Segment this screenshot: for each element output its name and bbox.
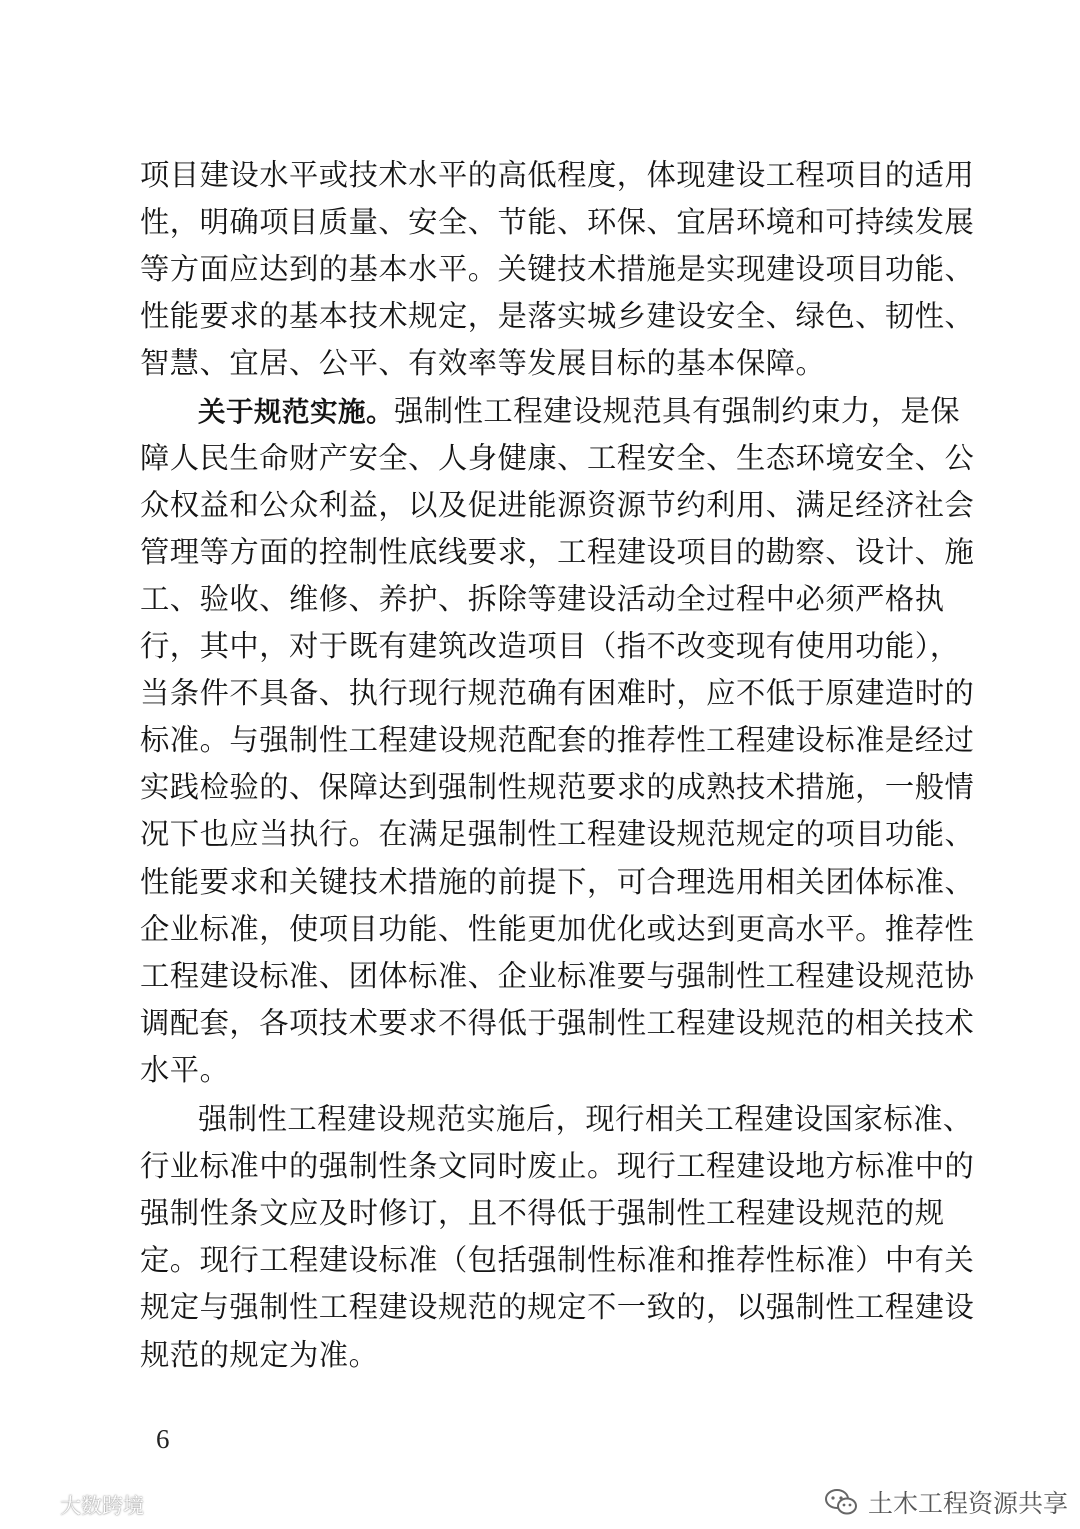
text-line: 众权益和公众利益，以及促进能源资源节约利用、满足经济社会	[140, 488, 975, 522]
text-line: 等方面应达到的基本水平。关键技术措施是实现建设项目功能、	[140, 252, 975, 286]
text-line: 水平。	[140, 1053, 230, 1087]
text-line: 当条件不具备、执行现行规范确有困难时，应不低于原建造时的	[140, 676, 975, 710]
text-line: 管理等方面的控制性底线要求，工程建设项目的勘察、设计、施	[140, 535, 975, 569]
text-line: 性，明确项目质量、安全、节能、环保、宜居环境和可持续发展	[140, 205, 975, 239]
text-line: 工、验收、维修、养护、拆除等建设活动全过程中必须严格执	[140, 582, 945, 616]
text-span: 强制性工程建设规范具有强制约束力，是保	[394, 394, 961, 428]
text-line: 工程建设标准、团体标准、企业标准要与强制性工程建设规范协	[140, 959, 975, 993]
text-line: 规范的规定为准。	[140, 1338, 379, 1372]
text-line: 项目建设水平或技术水平的高低程度，体现建设工程项目的适用	[140, 158, 975, 192]
section-heading: 关于规范实施。	[198, 396, 394, 428]
watermark-right	[824, 1484, 1068, 1520]
logo-icon	[6, 1493, 56, 1517]
watermark-left-text: 大数跨境	[60, 1494, 144, 1518]
section-paragraph-first-line	[198, 388, 961, 434]
watermark-right-text: 土木工程资源共享	[867, 1489, 1068, 1518]
text-line: 行，其中，对于既有建筑改造项目（指不改变现有使用功能），	[140, 629, 960, 663]
text-line: 智慧、宜居、公平、有效率等发展目标的基本保障。	[140, 346, 826, 380]
text-line: 行业标准中的强制性条文同时废止。现行工程建设地方标准中的	[140, 1149, 975, 1183]
watermark-left	[6, 1490, 144, 1520]
text-line: 强制性工程建设规范实施后，现行相关工程建设国家标准、	[198, 1102, 973, 1136]
text-line: 强制性条文应及时修订，且不得低于强制性工程建设规范的规	[140, 1196, 945, 1230]
text-line: 障人民生命财产安全、人身健康、工程安全、生态环境安全、公	[140, 441, 975, 475]
text-line: 实践检验的、保障达到强制性规范要求的成熟技术措施，一般情	[140, 770, 975, 804]
text-line: 规定与强制性工程建设规范的规定不一致的，以强制性工程建设	[140, 1290, 975, 1324]
wechat-icon	[824, 1487, 858, 1517]
page-number: 6	[156, 1424, 170, 1454]
text-line: 调配套，各项技术要求不得低于强制性工程建设规范的相关技术	[140, 1006, 975, 1040]
text-line: 定。现行工程建设标准（包括强制性标准和推荐性标准）中有关	[140, 1243, 975, 1277]
text-line: 性能要求和关键技术措施的前提下，可合理选用相关团体标准、	[140, 865, 975, 899]
text-line: 况下也应当执行。在满足强制性工程建设规范规定的项目功能、	[140, 817, 975, 851]
text-line: 标准。与强制性工程建设规范配套的推荐性工程建设标准是经过	[140, 723, 975, 757]
text-line: 企业标准，使项目功能、性能更加优化或达到更高水平。推荐性	[140, 912, 975, 946]
text-line: 性能要求的基本技术规定，是落实城乡建设安全、绿色、韧性、	[140, 299, 975, 333]
